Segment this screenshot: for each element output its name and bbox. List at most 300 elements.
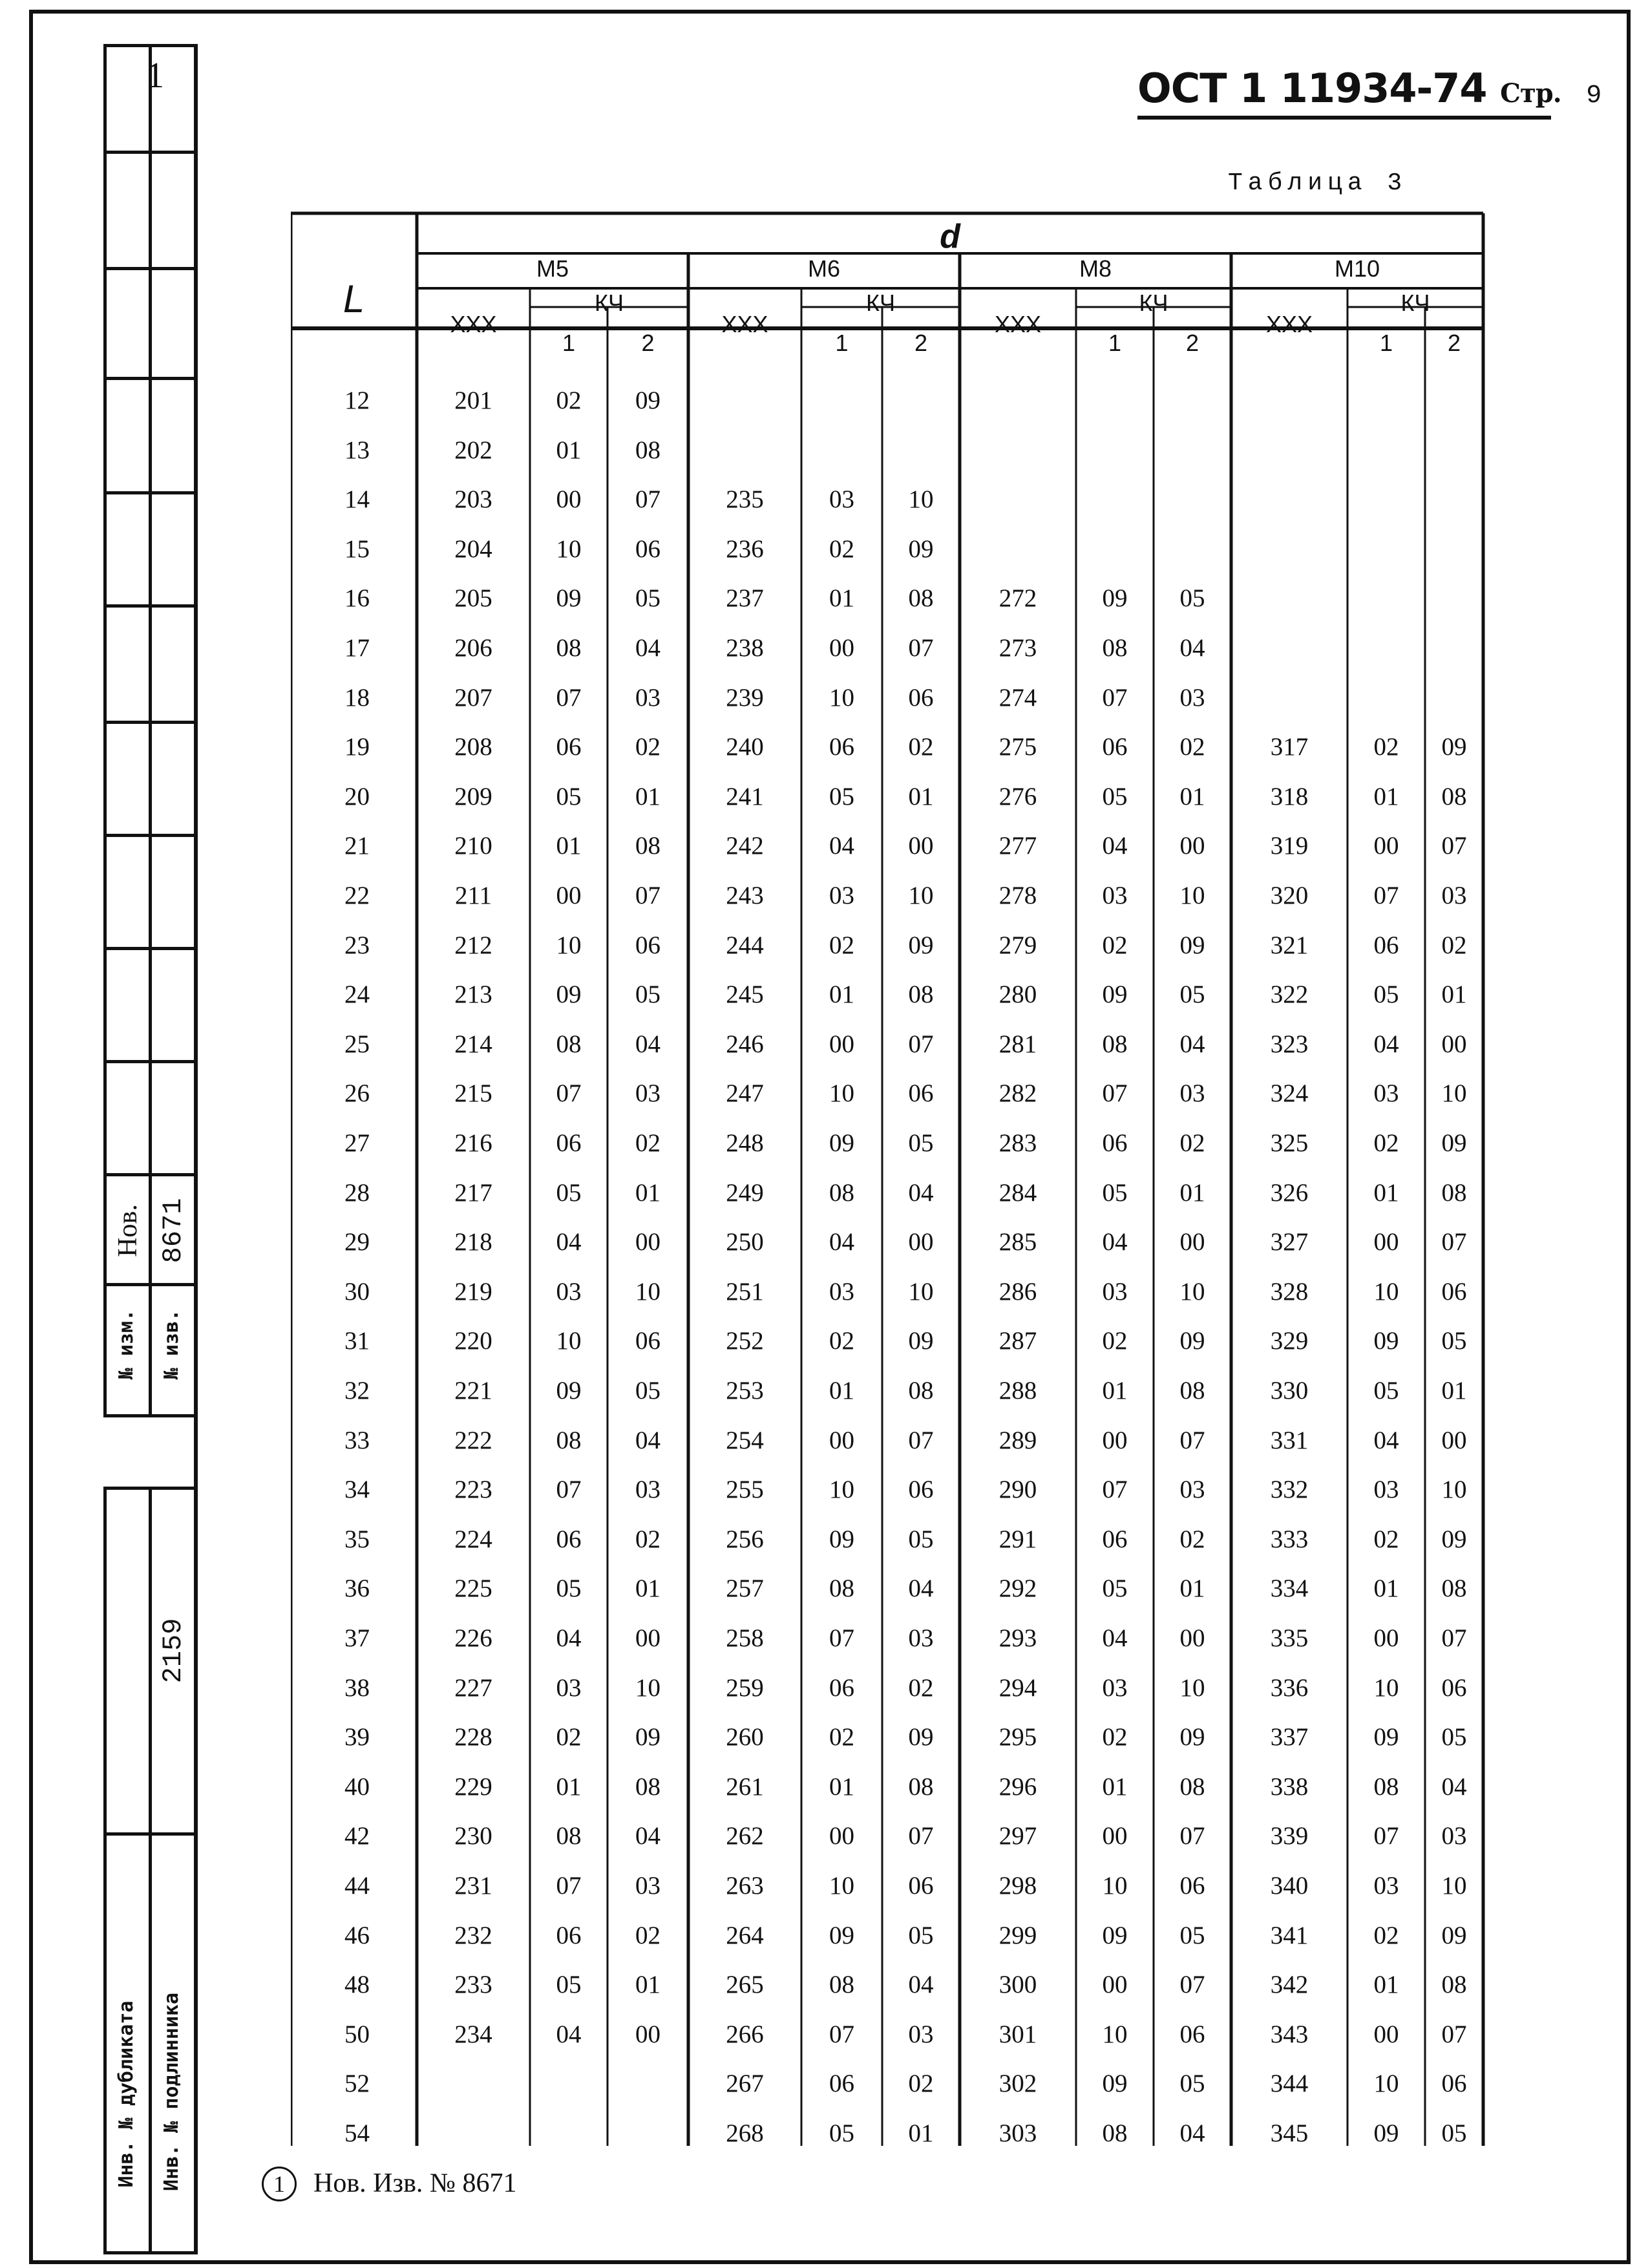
table-cell: 00 <box>1441 1426 1467 1454</box>
table-cell: 07 <box>1102 683 1128 712</box>
table-cell: 322 <box>1270 980 1309 1009</box>
table-cell: 07 <box>1179 1971 1205 1999</box>
table-cell: 06 <box>635 535 660 563</box>
table-cell: 211 <box>454 882 492 909</box>
table-cell: 06 <box>1441 2070 1467 2098</box>
table-cell: 237 <box>726 584 764 613</box>
length-cell: 26 <box>344 1079 370 1108</box>
table-cell: 320 <box>1270 882 1309 909</box>
table-cell: 233 <box>454 1971 492 1999</box>
length-cell: 33 <box>344 1426 370 1454</box>
table-cell: 10 <box>829 1476 854 1504</box>
table-cell: 232 <box>454 1921 492 1949</box>
table-cell: 294 <box>998 1673 1037 1702</box>
table-cell: 09 <box>908 1723 934 1752</box>
table-cell: 01 <box>1373 1178 1399 1207</box>
table-cell: 08 <box>908 1772 934 1801</box>
table-cell: 07 <box>908 1822 934 1850</box>
table-cell: 272 <box>998 584 1037 613</box>
table-cell: 255 <box>726 1476 764 1504</box>
table-cell: 301 <box>998 2020 1037 2048</box>
table-cell: 08 <box>1441 1178 1467 1207</box>
table-cell: 10 <box>1102 1872 1128 1900</box>
table-cell: 242 <box>726 832 764 860</box>
table-cell: 01 <box>829 584 854 613</box>
table-cell: 00 <box>1179 1228 1205 1256</box>
table-cell: 05 <box>1179 584 1205 613</box>
table-cell: 01 <box>556 1772 582 1801</box>
table-cell: 337 <box>1270 1723 1309 1752</box>
table-cell: 02 <box>1102 1327 1128 1355</box>
table-cell: 08 <box>635 1772 660 1801</box>
table-cell: 03 <box>635 1872 660 1900</box>
kch-sub-header: 2 <box>1447 330 1461 356</box>
table-cell: 240 <box>726 733 764 761</box>
table-cell: 239 <box>726 683 764 712</box>
length-cell: 48 <box>344 1971 370 1999</box>
table-cell: 10 <box>829 1079 854 1108</box>
length-cell: 22 <box>344 882 370 909</box>
table-cell: 01 <box>635 782 660 811</box>
table-cell: 04 <box>635 634 660 662</box>
length-cell: 54 <box>344 2119 370 2147</box>
table-cell: 04 <box>1373 1030 1399 1058</box>
table-cell: 286 <box>998 1277 1037 1306</box>
table-cell: 213 <box>454 980 492 1009</box>
table-cell: 03 <box>1373 1872 1399 1900</box>
table-cell: 04 <box>1102 1624 1128 1652</box>
table-cell: 08 <box>1179 1377 1205 1404</box>
table-cell: 220 <box>454 1327 492 1355</box>
table-cell: 06 <box>635 1327 660 1355</box>
table-cell: 09 <box>908 931 934 959</box>
table-cell: 09 <box>1373 2119 1399 2147</box>
table-cell: 325 <box>1270 1129 1309 1157</box>
table-cell: 256 <box>726 1525 764 1553</box>
table-cell: 07 <box>1179 1426 1205 1454</box>
table-cell: 08 <box>1179 1772 1205 1801</box>
table-cell: 08 <box>635 436 660 464</box>
table-cell: 01 <box>556 832 582 860</box>
table-cell: 06 <box>556 733 582 761</box>
table-cell: 05 <box>1373 980 1399 1009</box>
table-cell: 05 <box>1441 1327 1467 1355</box>
length-cell: 39 <box>344 1723 370 1752</box>
kch-sub-header: 2 <box>641 330 655 356</box>
table-cell: 10 <box>1102 2020 1128 2048</box>
table-cell: 09 <box>908 1327 934 1355</box>
table-cell: 04 <box>556 1228 582 1256</box>
table-cell: 01 <box>1441 980 1467 1009</box>
table-cell: 05 <box>908 1525 934 1553</box>
table-cell: 343 <box>1270 2020 1309 2048</box>
table-cell: 09 <box>1102 1921 1128 1949</box>
kch-sub-header: 1 <box>1108 330 1122 356</box>
table-cell: 344 <box>1270 2070 1309 2098</box>
table-cell: 09 <box>1441 733 1467 761</box>
table-cell: 06 <box>556 1921 582 1949</box>
length-cell: 28 <box>344 1178 370 1207</box>
table-cell: 259 <box>726 1673 764 1702</box>
table-cell: 284 <box>998 1178 1037 1207</box>
table-cell: 04 <box>1179 634 1205 662</box>
table-cell: 00 <box>908 1228 934 1256</box>
table-cell: 10 <box>908 882 934 909</box>
table-cell: 324 <box>1270 1079 1309 1108</box>
table-cell: 03 <box>556 1673 582 1702</box>
table-cell: 08 <box>1441 1971 1467 1999</box>
table-cell: 01 <box>829 1772 854 1801</box>
table-cell: 05 <box>1373 1377 1399 1404</box>
table-cell: 222 <box>454 1426 492 1454</box>
thread-size-header: М5 <box>536 255 569 282</box>
table-cell: 335 <box>1270 1624 1309 1652</box>
table-cell: 263 <box>726 1872 764 1900</box>
table-cell: 238 <box>726 634 764 662</box>
length-cell: 31 <box>344 1327 370 1355</box>
table-cell: 02 <box>635 1129 660 1157</box>
table-cell: 331 <box>1270 1426 1309 1454</box>
table-cell: 283 <box>998 1129 1037 1157</box>
table-cell: 02 <box>1373 733 1399 761</box>
table-cell: 06 <box>1102 1129 1128 1157</box>
table-cell: 00 <box>556 485 582 514</box>
table-cell: 03 <box>1179 1079 1205 1108</box>
kch-sub-header: 1 <box>562 330 576 356</box>
length-cell: 36 <box>344 1574 370 1603</box>
table-cell: 229 <box>454 1772 492 1801</box>
table-cell: 208 <box>454 733 492 761</box>
table-cell: 05 <box>829 782 854 811</box>
length-cell: 38 <box>344 1673 370 1702</box>
table-cell: 293 <box>998 1624 1037 1652</box>
length-cell: 50 <box>344 2020 370 2048</box>
length-cell: 40 <box>344 1772 370 1801</box>
table-cell: 226 <box>454 1624 492 1652</box>
table-cell: 257 <box>726 1574 764 1603</box>
table-cell: 252 <box>726 1327 764 1355</box>
table-cell: 323 <box>1270 1030 1309 1058</box>
table-cell: 08 <box>908 1377 934 1404</box>
table-cell: 340 <box>1270 1872 1309 1900</box>
length-cell: 25 <box>344 1030 370 1058</box>
table-cell: 10 <box>635 1673 660 1702</box>
table-cell: 223 <box>454 1476 492 1504</box>
table-cell: 319 <box>1270 832 1309 860</box>
table-cell: 06 <box>1179 2020 1205 2048</box>
table-cell: 05 <box>1441 1723 1467 1752</box>
table-cell: 02 <box>908 2070 934 2098</box>
table-cell: 303 <box>998 2119 1037 2147</box>
table-cell: 231 <box>454 1872 492 1900</box>
table-caption: Таблица 3 <box>1228 169 1408 197</box>
table-cell: 07 <box>1373 1822 1399 1850</box>
kch-header: КЧ <box>866 290 895 316</box>
length-cell: 15 <box>344 535 370 563</box>
table-cell: 00 <box>829 1030 854 1058</box>
table-cell: 342 <box>1270 1971 1309 1999</box>
table-cell: 318 <box>1270 782 1309 811</box>
table-cell: 236 <box>726 535 764 563</box>
table-cell: 01 <box>1373 1971 1399 1999</box>
table-cell: 01 <box>1373 782 1399 811</box>
stamp-divider <box>103 1173 197 1176</box>
length-cell: 24 <box>344 980 370 1009</box>
table-cell: 03 <box>1102 1673 1128 1702</box>
table-cell: 02 <box>635 733 660 761</box>
table-cell: 02 <box>556 387 582 414</box>
table-cell: 07 <box>1441 1228 1467 1256</box>
length-cell: 32 <box>344 1377 370 1404</box>
table-cell: 02 <box>908 1673 934 1702</box>
table-cell: 275 <box>998 733 1037 761</box>
table-cell: 209 <box>454 782 492 811</box>
table-cell: 02 <box>1179 1525 1205 1553</box>
table-cell: 06 <box>908 683 934 712</box>
table-cell: 248 <box>726 1129 764 1157</box>
notice-no-label: № изв. <box>160 1309 183 1380</box>
table-cell: 03 <box>1179 1476 1205 1504</box>
table-cell: 258 <box>726 1624 764 1652</box>
table-cell: 03 <box>908 1624 934 1652</box>
table-cell: 09 <box>1373 1723 1399 1752</box>
table-cell: 07 <box>1441 2020 1467 2048</box>
table-cell: 08 <box>829 1971 854 1999</box>
table-cell: 03 <box>556 1277 582 1306</box>
table-cell: 10 <box>556 1327 582 1355</box>
table-cell: 07 <box>556 1476 582 1504</box>
table-cell: 282 <box>998 1079 1037 1108</box>
table-cell: 06 <box>908 1872 934 1900</box>
table-cell: 09 <box>1102 2070 1128 2098</box>
table-cell: 217 <box>454 1178 492 1207</box>
kch-sub-header: 1 <box>1379 330 1393 356</box>
table-cell: 02 <box>829 1327 854 1355</box>
table-cell: 241 <box>726 782 764 811</box>
length-cell: 20 <box>344 782 370 811</box>
table-cell: 03 <box>1441 1822 1467 1850</box>
table-cell: 04 <box>556 2020 582 2048</box>
table-cell: 267 <box>726 2070 764 2098</box>
table-cell: 08 <box>1441 1574 1467 1603</box>
table-cell: 05 <box>1179 980 1205 1009</box>
table-cell: 07 <box>1179 1822 1205 1850</box>
table-cell: 07 <box>829 1624 854 1652</box>
table-cell: 288 <box>998 1377 1037 1404</box>
table-cell: 300 <box>998 1971 1037 1999</box>
table-cell: 05 <box>635 1377 660 1404</box>
table-cell: 09 <box>1102 980 1128 1009</box>
table-cell: 00 <box>1102 1971 1128 1999</box>
table-cell: 01 <box>829 980 854 1009</box>
stamp-divider <box>103 267 197 270</box>
table-cell: 08 <box>556 1030 582 1058</box>
table-cell: 00 <box>1102 1426 1128 1454</box>
table-cell: 02 <box>908 733 934 761</box>
table-cell: 06 <box>1102 1525 1128 1553</box>
table-cell: 08 <box>908 980 934 1009</box>
table-cell: 02 <box>829 535 854 563</box>
table-cell: 10 <box>1441 1872 1467 1900</box>
table-cell: 261 <box>726 1772 764 1801</box>
table-cell: 06 <box>556 1129 582 1157</box>
table-cell: 214 <box>454 1030 492 1058</box>
table-cell: 09 <box>556 980 582 1009</box>
table-cell: 09 <box>556 1377 582 1404</box>
table-cell: 09 <box>556 584 582 613</box>
table-cell: 245 <box>726 980 764 1009</box>
table-cell: 00 <box>1179 1624 1205 1652</box>
table-cell: 215 <box>454 1079 492 1108</box>
table-cell: 07 <box>1441 1624 1467 1652</box>
length-cell: 42 <box>344 1822 370 1850</box>
table-cell: 09 <box>1179 1723 1205 1752</box>
table-cell: 10 <box>1179 1277 1205 1306</box>
table-cell: 05 <box>556 782 582 811</box>
table-cell: 07 <box>1102 1476 1128 1504</box>
table-cell: 04 <box>556 1624 582 1652</box>
table-cell: 03 <box>635 683 660 712</box>
table-cell: 281 <box>998 1030 1037 1058</box>
table-cell: 00 <box>635 2020 660 2048</box>
table-cell: 04 <box>829 1228 854 1256</box>
table-cell: 00 <box>1373 2020 1399 2048</box>
table-cell: 04 <box>908 1971 934 1999</box>
table-cell: 268 <box>726 2119 764 2147</box>
table-cell: 295 <box>998 1723 1037 1752</box>
table-cell: 09 <box>1441 1525 1467 1553</box>
table-cell: 202 <box>454 436 492 464</box>
table-cell: 07 <box>635 485 660 514</box>
table-cell: 09 <box>635 387 660 414</box>
table-cell: 02 <box>556 1723 582 1752</box>
table-cell: 05 <box>635 980 660 1009</box>
footnote-text: Нов. Изв. № 8671 <box>313 2168 517 2198</box>
document-code: ОСТ 1 11934-74 <box>1137 65 1487 112</box>
stamp-divider <box>103 604 197 608</box>
row-header-L: L <box>343 277 365 321</box>
table-cell: 276 <box>998 782 1037 811</box>
length-cell: 18 <box>344 683 370 712</box>
table-cell: 302 <box>998 2070 1037 2098</box>
table-cell: 212 <box>454 931 492 959</box>
table-cell: 298 <box>998 1872 1037 1900</box>
table-cell: 06 <box>556 1525 582 1553</box>
table-cell: 09 <box>635 1723 660 1752</box>
table-cell: 03 <box>1373 1476 1399 1504</box>
table-cell: 210 <box>454 832 492 860</box>
footnote-marker: 1 <box>262 2167 297 2201</box>
kch-header: КЧ <box>1139 290 1168 316</box>
table-cell: 09 <box>829 1525 854 1553</box>
table-cell: 04 <box>635 1426 660 1454</box>
table-cell: 07 <box>908 1426 934 1454</box>
stamp-divider <box>103 151 197 154</box>
table-cell: 02 <box>1373 1129 1399 1157</box>
kch-sub-header: 2 <box>914 330 928 356</box>
table-cell: 01 <box>635 1178 660 1207</box>
table-cell: 09 <box>1179 931 1205 959</box>
inv-original-label: Инв. № подлинника <box>160 1992 183 2191</box>
table-cell: 07 <box>1102 1079 1128 1108</box>
table-cell: 08 <box>556 1822 582 1850</box>
table-cell: 01 <box>1179 782 1205 811</box>
table-cell: 05 <box>1102 1574 1128 1603</box>
table-cell: 03 <box>1102 1277 1128 1306</box>
table-cell: 251 <box>726 1277 764 1306</box>
table-cell: 260 <box>726 1723 764 1752</box>
table-cell: 05 <box>1102 782 1128 811</box>
length-cell: 14 <box>344 485 370 514</box>
table-cell: 03 <box>908 2020 934 2048</box>
stamp-divider <box>103 947 197 950</box>
table-cell: 05 <box>1441 2119 1467 2147</box>
table-cell: 07 <box>556 1872 582 1900</box>
table-cell: 08 <box>1102 1030 1128 1058</box>
xxx-header: ХХХ <box>721 311 768 337</box>
kch-sub-header: 2 <box>1185 330 1199 356</box>
table-cell: 230 <box>454 1822 492 1850</box>
table-cell: 10 <box>556 931 582 959</box>
length-cell: 23 <box>344 931 370 959</box>
table-cell: 09 <box>1373 1327 1399 1355</box>
table-cell: 262 <box>726 1822 764 1850</box>
table-cell: 08 <box>635 832 660 860</box>
table-cell: 04 <box>635 1822 660 1850</box>
table-cell: 339 <box>1270 1822 1309 1850</box>
table-cell: 02 <box>1373 1525 1399 1553</box>
table-cell: 247 <box>726 1079 764 1108</box>
table-cell: 04 <box>1373 1426 1399 1454</box>
stamp-divider <box>103 721 197 724</box>
table-cell: 06 <box>908 1476 934 1504</box>
table-cell: 02 <box>1179 733 1205 761</box>
table-cell: 317 <box>1270 733 1309 761</box>
table-cell: 329 <box>1270 1327 1309 1355</box>
xxx-header: ХХХ <box>1265 311 1313 337</box>
table-cell: 03 <box>1102 882 1128 909</box>
xxx-header: ХХХ <box>450 311 497 337</box>
table-cell: 10 <box>1179 882 1205 909</box>
table-cell: 08 <box>1102 2119 1128 2147</box>
table-cell: 05 <box>1179 1921 1205 1949</box>
table-cell: 207 <box>454 683 492 712</box>
table-cell: 219 <box>454 1277 492 1306</box>
table-cell: 00 <box>1373 1228 1399 1256</box>
table-cell: 05 <box>829 2119 854 2147</box>
table-cell: 333 <box>1270 1525 1309 1553</box>
length-cell: 12 <box>344 387 370 414</box>
table-cell: 03 <box>1373 1079 1399 1108</box>
table-cell: 06 <box>908 1079 934 1108</box>
table-cell: 04 <box>908 1574 934 1603</box>
table-cell: 06 <box>1179 1872 1205 1900</box>
table-cell: 224 <box>454 1525 492 1553</box>
length-cell: 44 <box>344 1872 370 1900</box>
table-cell: 290 <box>998 1476 1037 1504</box>
table-cell: 253 <box>726 1377 764 1404</box>
table-cell: 292 <box>998 1574 1037 1603</box>
table-cell: 273 <box>998 634 1037 662</box>
table-cell: 09 <box>908 535 934 563</box>
table-cell: 204 <box>454 535 492 563</box>
length-cell: 27 <box>344 1129 370 1157</box>
table-cell: 328 <box>1270 1277 1309 1306</box>
table-cell: 08 <box>556 634 582 662</box>
table-cell: 03 <box>1179 683 1205 712</box>
table-cell: 201 <box>454 387 492 414</box>
table-cell: 06 <box>1441 1277 1467 1306</box>
